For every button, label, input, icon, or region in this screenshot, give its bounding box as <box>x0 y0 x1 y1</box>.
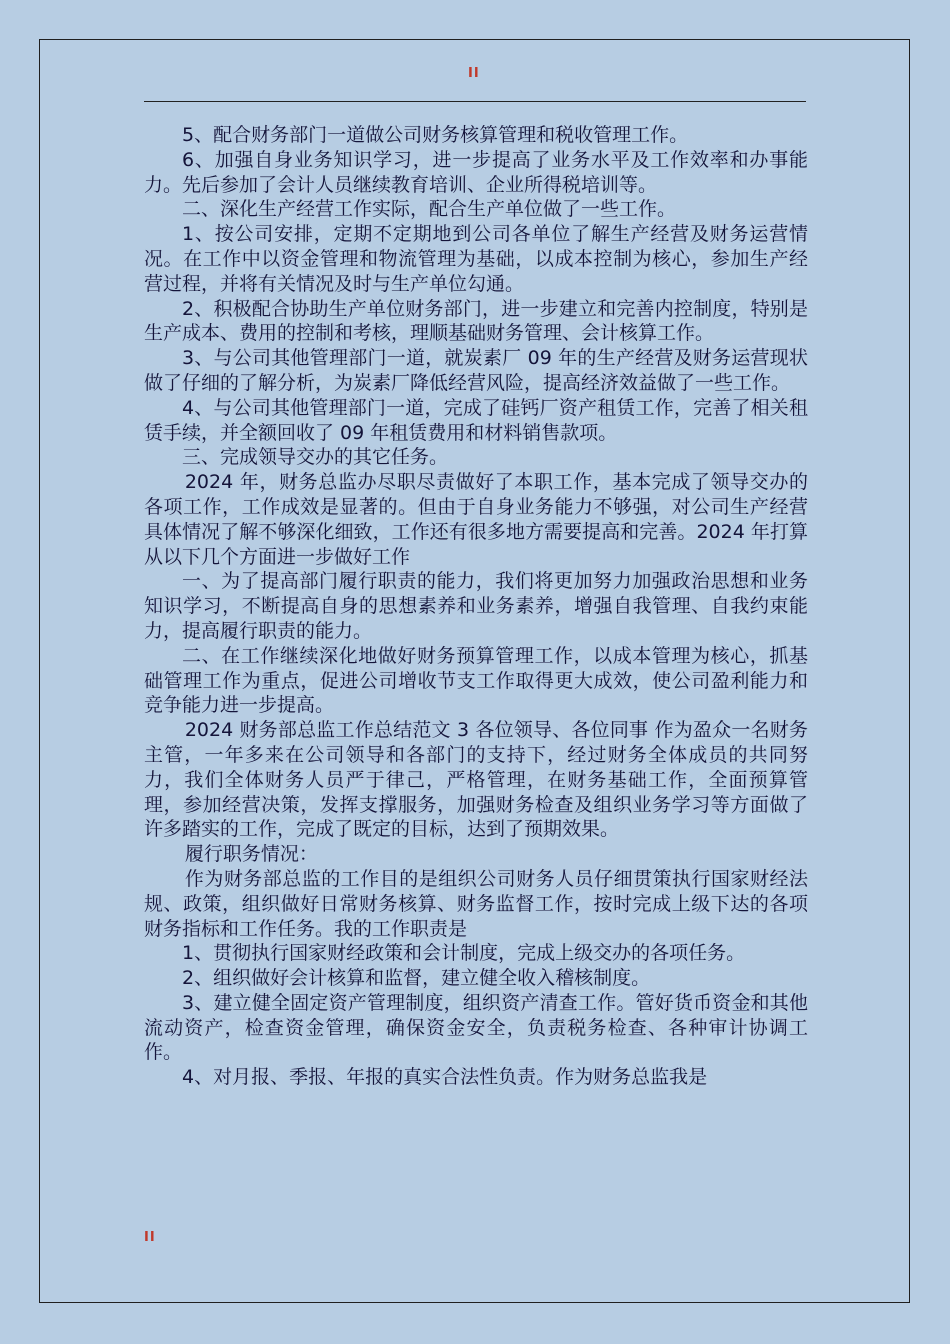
paragraph: 2024 财务部总监工作总结范文 3 各位领导、各位同事 作为盈众一名财务主管，一年多来在公司领导和各部门的支持下，经过财务全体成员的共同努力，我们全体财务人员严于律己，严格管理，在财务基础工作，全面预算管理，参加经营决策，发挥支撑服务，加强财务检查及组织业务学习等方面做了许多踏实的工作，完成了既定的目标，达到了预期效果。 <box>144 719 808 841</box>
paragraph: 2024 年，财务总监办尽职尽责做好了本职工作，基本完成了领导交办的各项工作，工作成效是显著的。但由于自身业务能力不够强，对公司生产经营具体情况了解不够深化细致，工作还有很多地方需要提高和完善。2024 年打算从以下几个方面进一步做好工作 <box>144 471 808 568</box>
paragraph: 二、深化生产经营工作实际，配合生产单位做了一些工作。 <box>182 198 677 221</box>
paragraph: 5、配合财务部门一道做公司财务核算管理和税收管理工作。 <box>182 124 689 146</box>
header-rule <box>144 101 806 102</box>
paragraph: 2、组织做好会计核算和监督，建立健全收入稽核制度。 <box>182 967 651 990</box>
paragraph: 履行职务情况： <box>184 843 318 866</box>
paragraph: 4、对月报、季报、年报的真实合法性负责。作为财务总监我是 <box>182 1066 708 1089</box>
paragraph: 2、积极配合协助生产单位财务部门，进一步建立和完善内控制度，特别是生产成本、费用的控制和考核，理顺基础财务管理、会计核算工作。 <box>144 297 808 345</box>
paragraph: 4、与公司其他管理部门一道，完成了硅钙厂资产租赁工作，完善了相关租赁手续，并全额回收了 09 年租赁费用和材料销售款项。 <box>144 396 808 444</box>
paragraph: 二、在工作继续深化地做好财务预算管理工作，以成本管理为核心，抓基础管理工作为重点，促进公司增收节支工作取得更大成效，使公司盈利能力和竞争能力进一步提高。 <box>144 644 808 717</box>
paragraph: 3、与公司其他管理部门一道，就炭素厂 09 年的生产经营及财务运营现状做了仔细的了解分析，为炭素厂降低经营风险，提高经济效益做了一些工作。 <box>144 347 808 394</box>
document-body <box>144 123 808 1090</box>
paragraph: 3、建立健全固定资产管理制度，组织资产清查工作。管好货币资金和其他流动资产，检查资金管理，确保资金安全，负责税务检查、各种审计协调工作。 <box>144 991 808 1064</box>
paragraph: 作为财务部总监的工作目的是组织公司财务人员仔细贯策执行国家财经法规、政策，组织做好日常财务核算、财务监督工作，按时完成上级下达的各项财务指标和工作任务。我的工作职责是 <box>144 867 808 940</box>
header-mark: II <box>468 66 480 81</box>
paragraph: 三、完成领导交办的其它任务。 <box>182 446 449 469</box>
paragraph: 1、贯彻执行国家财经政策和会计制度，完成上级交办的各项任务。 <box>182 942 746 965</box>
paragraph: 1、按公司安排，定期不定期地到公司各单位了解生产经营及财务运营情况。在工作中以资金管理和物流管理为基础，以成本控制为核心，参加生产经营过程，并将有关情况及时与生产单位勾通。 <box>144 223 808 295</box>
paragraph: 6、加强自身业务知识学习，进一步提高了业务水平及工作效率和办事能力。先后参加了会计人员继续教育培训、企业所得税培训等。 <box>144 148 808 196</box>
paragraph: 一、为了提高部门履行职责的能力，我们将更加努力加强政治思想和业务知识学习，不断提高自身的思想素养和业务素养，增强自我管理、自我约束能力，提高履行职责的能力。 <box>144 570 808 642</box>
footer-mark: II <box>144 1230 156 1245</box>
